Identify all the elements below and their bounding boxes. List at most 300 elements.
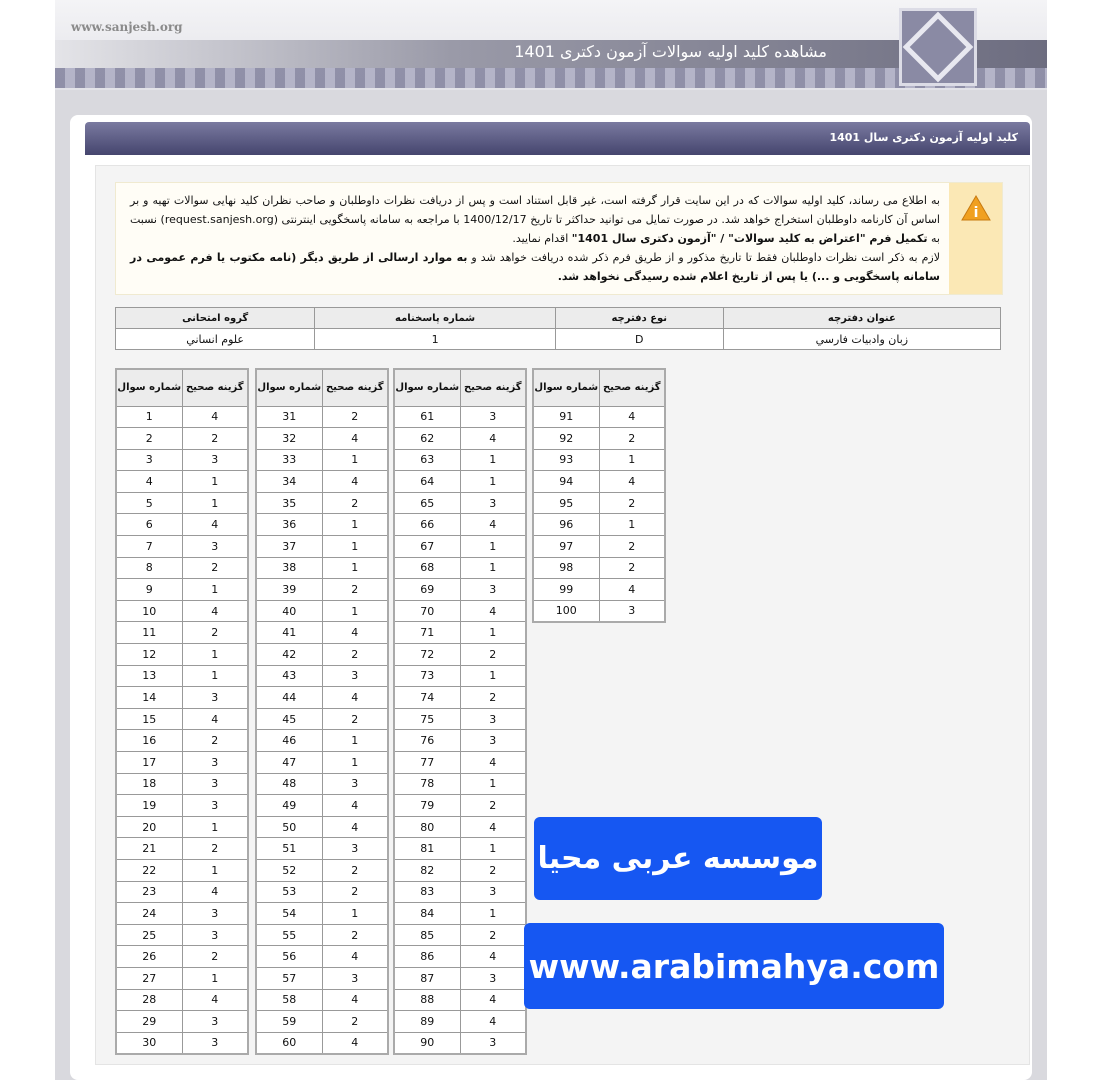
warning-icon: [949, 183, 1002, 294]
table-row: [533, 449, 665, 471]
question-number: 79: [394, 795, 460, 817]
notice-p2: لازم به ذکر است نظرات داوطلبان فقط تا تاریخ مذکور و از طریق فرم ذکر شده دریافت خواهد شد و: [467, 251, 940, 264]
table-row: [256, 816, 388, 838]
correct-answer: 2: [460, 644, 526, 666]
correct-answer: 1: [460, 449, 526, 471]
correct-answer: 3: [182, 1011, 248, 1033]
question-number: 14: [116, 687, 182, 709]
question-number: 55: [256, 924, 322, 946]
question-number: 63: [394, 449, 460, 471]
table-row: [394, 449, 526, 471]
table-row: [394, 406, 526, 428]
table-row: [256, 967, 388, 989]
question-number: 95: [533, 492, 599, 514]
institute-banner: موسسه عربی محیا: [534, 817, 822, 900]
table-row: [533, 579, 665, 601]
table-row: [116, 514, 248, 536]
question-number: 29: [116, 1011, 182, 1033]
correct-answer: 3: [182, 536, 248, 558]
table-row: [256, 471, 388, 493]
question-number: 80: [394, 816, 460, 838]
correct-answer: 2: [182, 622, 248, 644]
question-number: 81: [394, 838, 460, 860]
table-row: [394, 536, 526, 558]
answer-key-table: [532, 368, 666, 623]
question-number: 42: [256, 644, 322, 666]
correct-answer: 3: [460, 881, 526, 903]
correct-answer: 3: [599, 600, 665, 622]
table-row: [394, 859, 526, 881]
correct-answer: 3: [182, 903, 248, 925]
correct-answer: 1: [460, 622, 526, 644]
correct-answer: 2: [599, 557, 665, 579]
booklet-title: زبان وادبيات فارسي: [723, 329, 1000, 350]
correct-answer: 1: [460, 838, 526, 860]
correct-answer: 4: [322, 989, 388, 1011]
table-row: [256, 730, 388, 752]
correct-answer: 4: [182, 989, 248, 1011]
correct-answer: 1: [599, 449, 665, 471]
table-row: [256, 838, 388, 860]
table-row: [533, 406, 665, 428]
question-number: 51: [256, 838, 322, 860]
table-row: [533, 600, 665, 622]
question-number: 73: [394, 665, 460, 687]
question-number: 35: [256, 492, 322, 514]
question-number: 74: [394, 687, 460, 709]
exam-group: علوم انساني: [116, 329, 315, 350]
table-row: [533, 492, 665, 514]
correct-answer: 3: [322, 665, 388, 687]
question-number: 96: [533, 514, 599, 536]
correct-answer: 4: [460, 428, 526, 450]
question-number: 64: [394, 471, 460, 493]
correct-answer: 1: [182, 492, 248, 514]
question-number: 10: [116, 600, 182, 622]
header-answer-sheet: شماره پاسخنامه: [315, 308, 556, 329]
correct-answer: 1: [460, 536, 526, 558]
table-row: [394, 1011, 526, 1033]
correct-answer: 4: [322, 816, 388, 838]
table-row: [116, 1032, 248, 1054]
question-number: 69: [394, 579, 460, 601]
correct-answer: 3: [182, 752, 248, 774]
table-row: [256, 600, 388, 622]
correct-answer: 4: [322, 1032, 388, 1054]
question-number: 26: [116, 946, 182, 968]
correct-answer: 3: [460, 730, 526, 752]
table-row: [256, 514, 388, 536]
correct-answer: 2: [322, 579, 388, 601]
table-row: [533, 471, 665, 493]
answer-key-table: [255, 368, 389, 1055]
table-row: [256, 579, 388, 601]
question-number: 57: [256, 967, 322, 989]
question-number: 4: [116, 471, 182, 493]
table-row: [394, 514, 526, 536]
correct-answer: 1: [322, 903, 388, 925]
table-row: [116, 708, 248, 730]
correct-answer: 2: [322, 406, 388, 428]
correct-answer: 4: [182, 881, 248, 903]
correct-answer: 2: [182, 557, 248, 579]
question-number: 15: [116, 708, 182, 730]
question-number: 37: [256, 536, 322, 558]
table-row: [116, 752, 248, 774]
correct-answer: 4: [599, 406, 665, 428]
page: [55, 0, 1047, 1080]
notice-box: [115, 182, 1003, 295]
answer-key-table: [115, 368, 249, 1055]
table-row: [394, 730, 526, 752]
question-number: 92: [533, 428, 599, 450]
table-row: [394, 903, 526, 925]
question-number: 21: [116, 838, 182, 860]
question-number: 1: [116, 406, 182, 428]
correct-answer: 1: [322, 557, 388, 579]
column-question-number: شماره سوال: [394, 369, 460, 406]
table-row: [116, 838, 248, 860]
correct-answer: 3: [460, 708, 526, 730]
table-row: [394, 471, 526, 493]
question-number: 9: [116, 579, 182, 601]
question-number: 23: [116, 881, 182, 903]
question-number: 28: [116, 989, 182, 1011]
table-row: [256, 665, 388, 687]
question-number: 20: [116, 816, 182, 838]
table-row: [116, 730, 248, 752]
question-number: 18: [116, 773, 182, 795]
correct-answer: 4: [460, 946, 526, 968]
column-question-number: شماره سوال: [116, 369, 182, 406]
question-number: 60: [256, 1032, 322, 1054]
correct-answer: 2: [599, 428, 665, 450]
notice-text: [130, 191, 940, 286]
question-number: 30: [116, 1032, 182, 1054]
question-number: 88: [394, 989, 460, 1011]
correct-answer: 1: [322, 449, 388, 471]
table-row: [394, 492, 526, 514]
correct-answer: 3: [322, 967, 388, 989]
table-row: [394, 687, 526, 709]
correct-answer: 1: [182, 967, 248, 989]
table-row: [116, 881, 248, 903]
correct-answer: 1: [460, 557, 526, 579]
question-number: 91: [533, 406, 599, 428]
correct-answer: 2: [599, 492, 665, 514]
table-row: [116, 795, 248, 817]
correct-answer: 3: [460, 967, 526, 989]
table-row: [394, 773, 526, 795]
table-row: [116, 903, 248, 925]
question-number: 27: [116, 967, 182, 989]
question-number: 7: [116, 536, 182, 558]
question-number: 68: [394, 557, 460, 579]
notice-p1: به اطلاع می رساند، کلید اولیه سوالات که در این سایت قرار گرفته است، غیر قابل استناد است و پس از دریافت نظرات داوطلبان و صاحب نظران کلید نهایی سوالات تهیه و بر اساس آن کارنامه داوطلبان استخراج خواهد شد. در صورت تمایل می توانید حداکثر تا تاریخ 1400/12/17 با مراجعه به سامانه پاسخگویی اینترنتی (request.sanjesh.org) نسبت به: [130, 194, 940, 245]
table-row: [394, 752, 526, 774]
question-number: 8: [116, 557, 182, 579]
question-number: 58: [256, 989, 322, 1011]
table-row: [116, 536, 248, 558]
question-number: 89: [394, 1011, 460, 1033]
table-row: [116, 967, 248, 989]
table-row: [256, 644, 388, 666]
booklet-type: D: [555, 329, 723, 350]
table-row: [394, 881, 526, 903]
correct-answer: 4: [599, 579, 665, 601]
header-title: مشاهده کلید اولیه سوالات آزمون دکتری 1401: [514, 42, 827, 61]
table-row: [116, 600, 248, 622]
question-number: 44: [256, 687, 322, 709]
correct-answer: 2: [460, 687, 526, 709]
correct-answer: 1: [182, 579, 248, 601]
correct-answer: 4: [322, 795, 388, 817]
correct-answer: 1: [322, 600, 388, 622]
question-number: 53: [256, 881, 322, 903]
website-banner: www.arabimahya.com: [524, 923, 944, 1009]
question-number: 77: [394, 752, 460, 774]
column-correct-answer: گزینه صحیح: [322, 369, 388, 406]
table-row: [256, 1011, 388, 1033]
table-row: [256, 946, 388, 968]
question-number: 52: [256, 859, 322, 881]
table-row: [394, 795, 526, 817]
correct-answer: 3: [322, 838, 388, 860]
table-row: [533, 557, 665, 579]
question-number: 49: [256, 795, 322, 817]
correct-answer: 1: [322, 514, 388, 536]
correct-answer: 4: [182, 600, 248, 622]
question-number: 56: [256, 946, 322, 968]
correct-answer: 1: [322, 752, 388, 774]
question-number: 47: [256, 752, 322, 774]
correct-answer: 4: [322, 428, 388, 450]
correct-answer: 4: [182, 514, 248, 536]
table-row: [533, 536, 665, 558]
table-row: [116, 1011, 248, 1033]
question-number: 48: [256, 773, 322, 795]
table-row: [394, 838, 526, 860]
correct-answer: 1: [182, 471, 248, 493]
correct-answer: 1: [322, 730, 388, 752]
question-number: 78: [394, 773, 460, 795]
table-row: [116, 557, 248, 579]
correct-answer: 1: [182, 644, 248, 666]
notice-p2-bold: به موارد ارسالی از طریق دیگر (نامه مکتوب یا فرم عمومی در سامانه پاسخگویی و ...) یا پس از تاریخ اعلام شده رسیدگی نخواهد شد.: [130, 251, 940, 283]
table-row: [116, 428, 248, 450]
table-row: [394, 600, 526, 622]
header-booklet-title: عنوان دفترچه: [723, 308, 1000, 329]
correct-answer: 1: [182, 665, 248, 687]
notice-p1-end: اقدام نمایید.: [512, 232, 572, 245]
header-booklet-type: نوع دفترچه: [555, 308, 723, 329]
table-row: [256, 622, 388, 644]
question-number: 3: [116, 449, 182, 471]
correct-answer: 3: [460, 492, 526, 514]
table-row: [394, 644, 526, 666]
question-number: 17: [116, 752, 182, 774]
column-correct-answer: گزینه صحیح: [599, 369, 665, 406]
correct-answer: 4: [182, 406, 248, 428]
question-number: 97: [533, 536, 599, 558]
correct-answer: 1: [460, 471, 526, 493]
table-row: [256, 881, 388, 903]
question-number: 66: [394, 514, 460, 536]
table-row: [256, 1032, 388, 1054]
correct-answer: 1: [460, 903, 526, 925]
table-row: [256, 687, 388, 709]
question-number: 67: [394, 536, 460, 558]
table-row: [116, 406, 248, 428]
table-row: [394, 665, 526, 687]
table-row: [394, 557, 526, 579]
table-row: [533, 428, 665, 450]
table-row: [116, 492, 248, 514]
question-number: 100: [533, 600, 599, 622]
question-number: 36: [256, 514, 322, 536]
question-number: 87: [394, 967, 460, 989]
question-number: 83: [394, 881, 460, 903]
table-row: [394, 924, 526, 946]
question-number: 72: [394, 644, 460, 666]
table-row: [256, 752, 388, 774]
table-row: [256, 557, 388, 579]
correct-answer: 1: [182, 816, 248, 838]
question-number: 82: [394, 859, 460, 881]
sanjesh-logo: [899, 8, 977, 86]
table-row: [116, 859, 248, 881]
table-row: [256, 989, 388, 1011]
question-number: 33: [256, 449, 322, 471]
correct-answer: 4: [182, 708, 248, 730]
table-row: [394, 816, 526, 838]
question-number: 50: [256, 816, 322, 838]
notice-p1-bold: تکمیل فرم "اعتراض به کلید سوالات" / "آزمون دکتری سال 1401": [571, 232, 928, 245]
table-row: [394, 1032, 526, 1054]
table-row: [394, 428, 526, 450]
table-row: [116, 687, 248, 709]
column-question-number: شماره سوال: [533, 369, 599, 406]
question-number: 46: [256, 730, 322, 752]
question-number: 65: [394, 492, 460, 514]
correct-answer: 4: [322, 622, 388, 644]
question-number: 25: [116, 924, 182, 946]
question-number: 54: [256, 903, 322, 925]
table-row: [533, 514, 665, 536]
question-number: 59: [256, 1011, 322, 1033]
question-number: 75: [394, 708, 460, 730]
correct-answer: 4: [460, 816, 526, 838]
column-question-number: شماره سوال: [256, 369, 322, 406]
correct-answer: 4: [322, 687, 388, 709]
panel-title: کلید اولیه آزمون دکتری سال 1401: [85, 122, 1030, 155]
correct-answer: 4: [460, 514, 526, 536]
question-number: 2: [116, 428, 182, 450]
table-row: [256, 428, 388, 450]
table-row: [256, 708, 388, 730]
question-number: 43: [256, 665, 322, 687]
correct-answer: 2: [460, 795, 526, 817]
column-correct-answer: گزینه صحیح: [460, 369, 526, 406]
table-row: [116, 579, 248, 601]
question-number: 39: [256, 579, 322, 601]
correct-answer: 2: [322, 924, 388, 946]
header-exam-group: گروه امتحانی: [116, 308, 315, 329]
correct-answer: 1: [322, 536, 388, 558]
question-number: 13: [116, 665, 182, 687]
correct-answer: 3: [182, 795, 248, 817]
question-number: 45: [256, 708, 322, 730]
correct-answer: 4: [460, 1011, 526, 1033]
question-number: 32: [256, 428, 322, 450]
question-number: 12: [116, 644, 182, 666]
question-number: 5: [116, 492, 182, 514]
question-number: 93: [533, 449, 599, 471]
table-row: [116, 665, 248, 687]
question-number: 85: [394, 924, 460, 946]
question-number: 22: [116, 859, 182, 881]
table-row: [256, 449, 388, 471]
correct-answer: 3: [182, 449, 248, 471]
correct-answer: 2: [182, 946, 248, 968]
correct-answer: 4: [460, 989, 526, 1011]
correct-answer: 2: [322, 1011, 388, 1033]
correct-answer: 1: [599, 514, 665, 536]
correct-answer: 2: [322, 492, 388, 514]
table-row: [394, 946, 526, 968]
question-number: 34: [256, 471, 322, 493]
column-correct-answer: گزینه صحیح: [182, 369, 248, 406]
table-row: [394, 989, 526, 1011]
correct-answer: 2: [182, 838, 248, 860]
correct-answer: 1: [460, 665, 526, 687]
table-row: [116, 989, 248, 1011]
answer-key-table: [393, 368, 527, 1055]
table-row: [394, 967, 526, 989]
question-number: 31: [256, 406, 322, 428]
correct-answer: 4: [460, 600, 526, 622]
table-row: [394, 579, 526, 601]
correct-answer: 4: [599, 471, 665, 493]
correct-answer: 1: [460, 773, 526, 795]
correct-answer: 3: [322, 773, 388, 795]
site-url[interactable]: www.sanjesh.org: [71, 20, 183, 34]
question-number: 70: [394, 600, 460, 622]
question-number: 40: [256, 600, 322, 622]
table-row: [116, 622, 248, 644]
table-row: [394, 622, 526, 644]
correct-answer: 3: [182, 924, 248, 946]
table-row: [256, 773, 388, 795]
table-row: [116, 471, 248, 493]
correct-answer: 2: [460, 924, 526, 946]
correct-answer: 1: [182, 859, 248, 881]
question-number: 86: [394, 946, 460, 968]
table-row: [116, 773, 248, 795]
table-row: [256, 903, 388, 925]
table-row: [116, 924, 248, 946]
correct-answer: 3: [182, 687, 248, 709]
question-number: 76: [394, 730, 460, 752]
table-row: [256, 406, 388, 428]
site-header: [55, 0, 1047, 90]
question-number: 71: [394, 622, 460, 644]
table-row: [394, 708, 526, 730]
correct-answer: 2: [322, 644, 388, 666]
correct-answer: 2: [322, 708, 388, 730]
svg-text:i: i: [973, 205, 978, 221]
correct-answer: 2: [322, 881, 388, 903]
